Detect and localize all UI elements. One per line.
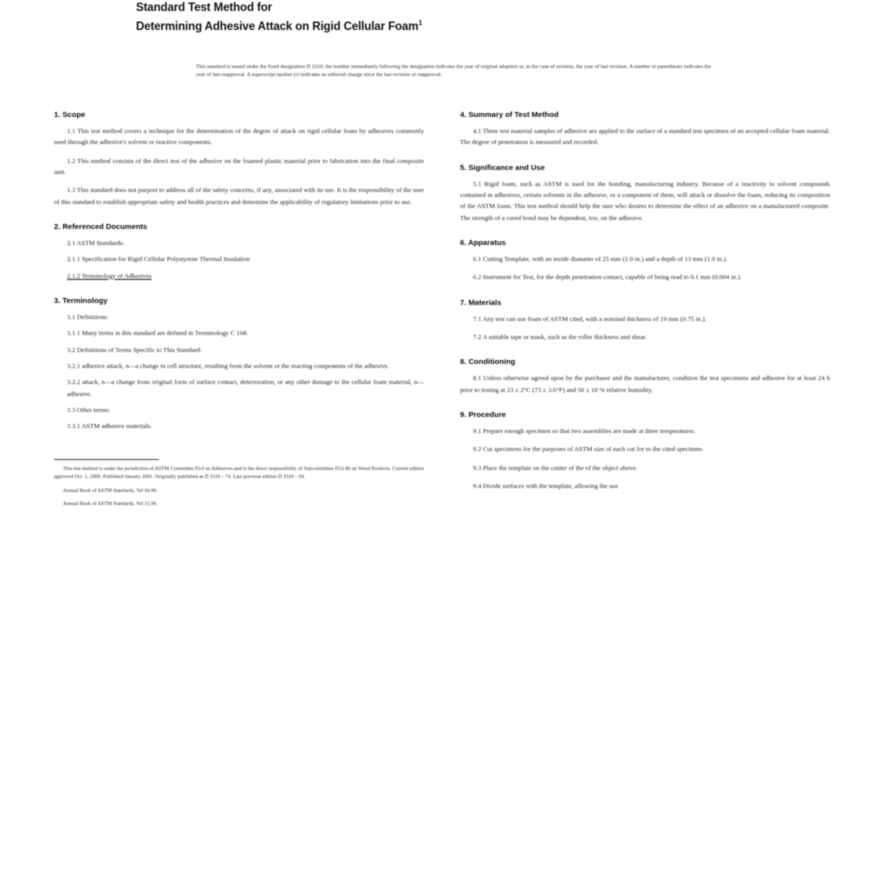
paragraph-7-1: 7.1 Any test can use foam of ASTM cited, with a nominal thickness of 19 mm (0.75 in.). (473, 315, 707, 323)
paragraph-9-2: 9.2 Cut specimens for the purposes of ASTM size of each cut for to the cited specimen. (473, 446, 704, 454)
section-heading-referenced-documents: 2. Referenced Documents (54, 222, 148, 232)
paragraph-2-1-1-link[interactable]: 2.1.1 Specification for Rigid Cellular Polystyrene Thermal Insulation (67, 256, 250, 264)
paragraph-9-3: 9.3 Place the template on the center of the of the object above. (473, 464, 638, 472)
paragraph-4-1: 4.1 Three test material samples of adhesive are applied to the surface of a standard test specimen of an accepted cellular foam material. The degree of penetration is measured and recorded. (460, 128, 830, 147)
title-line-2: Determining Adhesive Attack on Rigid Cellular Foam$^1$ (136, 19, 423, 33)
body-columns (54, 110, 830, 513)
paragraph-5-1: 5.1 Rigid foam, such as ASTM is used for the bonding, manufacturing industry. Because of a reactivity to solvent compounds contained in adhesives, certain solvents in the adhesive, or a component of them, will attack or dissolve the foam, reducing its composition of the ASTM foam. This test method should help the user who desires to determine the effect of an adhesive on a manufactured composite. The strength of a cured bond may be dependent, too, on the adhesive. (460, 180, 830, 222)
title-line-1: Standard Test Method for (136, 2, 273, 14)
standard-designation-note: This standard is issued under the fixed designation D 3310; the number immediately following the designation indicates the year of original adoption or, in the case of revision, the year of last revision. A number in parentheses indicates the year of last reapproval. A superscript epsilon (ε) indicates an editorial change since the last revision or reapproval. (196, 63, 711, 79)
footnote-1: This test method is under the jurisdiction of ASTM Committee D14 on Adhesives and is the direct responsibility of Subcommittee D14.80 on Wood Products. Current edition approved Oct. 1, 2000. Published January 2001. Originally published as D 3310 – 74. Last previous edition D 3310 – 94. (54, 465, 424, 481)
paragraph-2-1-2-link[interactable]: 2.1.2 Terminology of Adhesives (67, 272, 152, 280)
paragraph-1-1: 1.1 This test method covers a technique for the determination of the degree of attack on rigid cellular foam by adhesives commonly used through the adhesive's solvent or reactive components. (54, 128, 424, 147)
paragraph-3-2: 3.2 Definitions of Terms Specific to This Standard: (67, 346, 202, 354)
section-heading-terminology: 3. Terminology (54, 296, 108, 306)
paragraph-6-1: 6.1 Cutting Template, with an inside diameter of 25 mm (1.0 in.) and a depth of 13 mm (1.0 in.). (473, 256, 728, 264)
section-heading-summary-of-test-method: 4. Summary of Test Method (460, 110, 559, 120)
document-title (136, 0, 786, 37)
paragraph-9-4: 9.4 Divide surfaces with the template, allowing the use (473, 483, 619, 491)
document-header (54, 0, 816, 80)
right-column (460, 110, 830, 513)
paragraph-3-3-1: 3.3.1 ASTM adhesive materials. (67, 423, 152, 431)
paragraph-2-1: 2.1 ASTM Standards: (67, 240, 125, 248)
paragraph-3-2-1: 3.2.1 adhesive attack, n—a change in cell structure, resulting from the solvent or the reacting components of the adhesive. (67, 363, 390, 371)
section-heading-scope: 1. Scope (54, 110, 86, 120)
section-heading-significance-and-use: 5. Significance and Use (460, 162, 545, 172)
paragraph-1-3: 1.3 This standard does not purport to address all of the safety concerns, if any, associated with its use. It is the responsibility of the user of this standard to establish appropriate safety and health practices and determine the applicability of regulatory limitations prior to use. (54, 187, 424, 206)
section-heading-materials: 7. Materials (460, 297, 502, 307)
section-heading-apparatus: 6. Apparatus (460, 238, 506, 248)
title-superscript: 1 (418, 19, 423, 27)
footnote-2: Annual Book of ASTM Standards, Vol 04.06. (63, 487, 158, 494)
paragraph-8-1: 8.1 Unless otherwise agreed upon by the purchaser and the manufacturer, condition the test specimens and adhesive for at least 24 h prior to testing at 23 ± 2°C (73 ± 3.6°F) and 50 ± 10 % relative humidity. (460, 375, 830, 394)
paragraph-3-2-2: 3.2.2 attack, n—a change from original form of surface contact, deterioration, or any other damage to the cellular foam material, n—adhesive. (67, 379, 424, 398)
paragraph-1-2: 1.2 This method consists of the direct test of the adhesive on the foamed plastic material prior to fabrication into the final composite unit. (54, 157, 424, 177)
paragraph-3-3: 3.3 Other terms: (67, 407, 111, 415)
paragraph-3-1-1: 3.1.1 Many terms in this standard are defined in Terminology C 168. (67, 330, 249, 338)
paragraph-6-2: 6.2 Instrument for Test, for the depth penetration contact, capable of being read to 0.1 mm (0.004 in.). (473, 274, 742, 282)
left-column (54, 110, 424, 513)
section-heading-procedure: 9. Procedure (460, 410, 507, 420)
paragraph-9-1: 9.1 Prepare enough specimen so that two assemblies are made at three temperatures. (473, 428, 696, 436)
footnote-3: Annual Book of ASTM Standards, Vol 15.06. (63, 500, 158, 507)
section-heading-conditioning: 8. Conditioning (460, 357, 516, 367)
paragraph-3-1: 3.1 Definitions: (67, 314, 109, 322)
footnote-divider (54, 459, 159, 460)
paragraph-7-2: 7.2 A suitable tape or mask, such as the roller thickness and shear. (473, 334, 647, 342)
